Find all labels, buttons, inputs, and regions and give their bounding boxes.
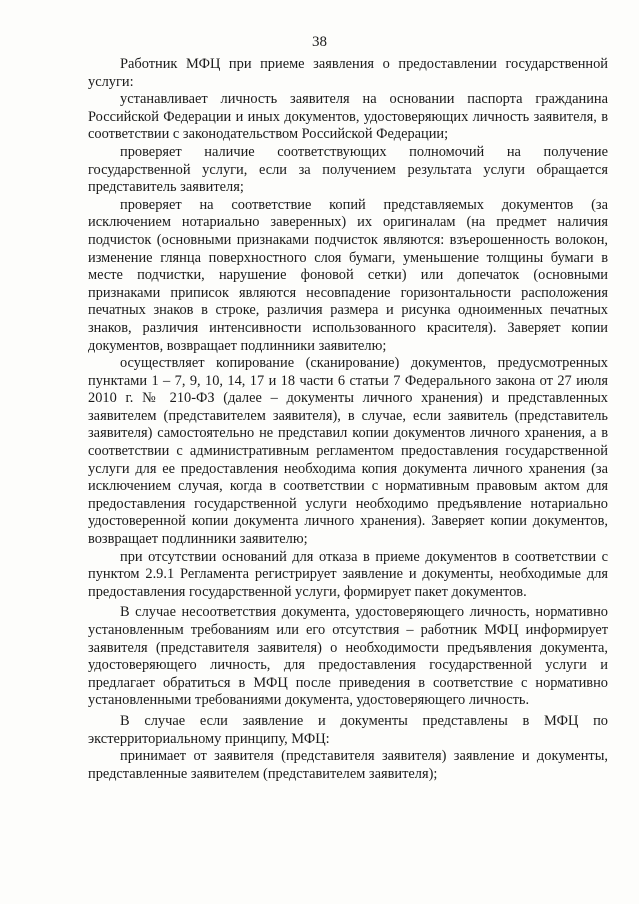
paragraph-copy-verification: проверяет на соответствие копий представляемых документов (за исключением нотариально заверенных) их оригиналам (на предмет наличия подчисток (основными признаками подчисток являются: взъерошенность волокон, изменение глянца поверхностного слоя бумаги, уменьшение толщины бумаги в месте подчистки, нарушение фоновой сетки) или допечаток (основными признаками приписок являются несовпадение горизонтальности расположения печатных знаков в строке, различия размера и рисунка одноименных печатных знаков, различия интенсивности использованного красителя). Заверяет копии документов, возвращает подлинники заявителю; (88, 196, 608, 354)
paragraph-intro: Работник МФЦ при приеме заявления о предоставлении государственной услуги: (88, 56, 608, 90)
document-body (88, 56, 608, 783)
paragraph-scanning: осуществляет копирование (сканирование) документов, предусмотренных пунктами 1 – 7, 9, 10, 14, 17 и 18 части 6 статьи 7 Федерального закона от 27 июля 2010 г. № 210-ФЗ (далее – документы личного хранения) и представленных заявителем (представителем заявителя), в случае, если заявитель (представитель заявителя) самостоятельно не представил копии документов личного хранения, а в соответствии с административным регламентом предоставления государственной услуги для ее предоставления необходима копия документа личного хранения (за исключением случая, когда в соответствии с нормативным правовым актом для предоставления государственной услуги необходимо предъявление нотариально удостоверенной копии документа личного хранения). Заверяет копии документов, возвращает подлинники заявителю; (88, 355, 608, 548)
page-number: 38 (312, 34, 327, 50)
paragraph-registration: при отсутствии оснований для отказа в приеме документов в соответствии с пунктом 2.9.1 Регламента регистрирует заявление и документы, необходимые для предоставления государственной услуги, формирует пакет документов. (88, 548, 608, 600)
paragraph-accepts-application: принимает от заявителя (представителя заявителя) заявление и документы, представленные заявителем (представителем заявителя); (88, 748, 608, 782)
paragraph-authority-check: проверяет наличие соответствующих полномочий на получение государственной услуги, если за получением результата услуги обращается представитель заявителя; (88, 143, 608, 196)
paragraph-identity-check: устанавливает личность заявителя на основании паспорта гражданина Российской Федерации и иных документов, удостоверяющих личность заявителя, в соответствии с законодательством Российской Федерации; (88, 91, 608, 143)
paragraph-extraterritorial: В случае если заявление и документы представлены в МФЦ по экстерриториальному принципу, МФЦ: (88, 712, 608, 747)
paragraph-identity-mismatch: В случае несоответствия документа, удостоверяющего личность, нормативно установленным требованиям или его отсутствия – работник МФЦ информирует заявителя (представителя заявителя) о необходимости предъявления документа, удостоверяющего личность, для предоставления государственной услуги и предлагает обратиться в МФЦ после приведения в соответствие с нормативно установленными требованиями документа, удостоверяющего личность. (88, 604, 608, 709)
